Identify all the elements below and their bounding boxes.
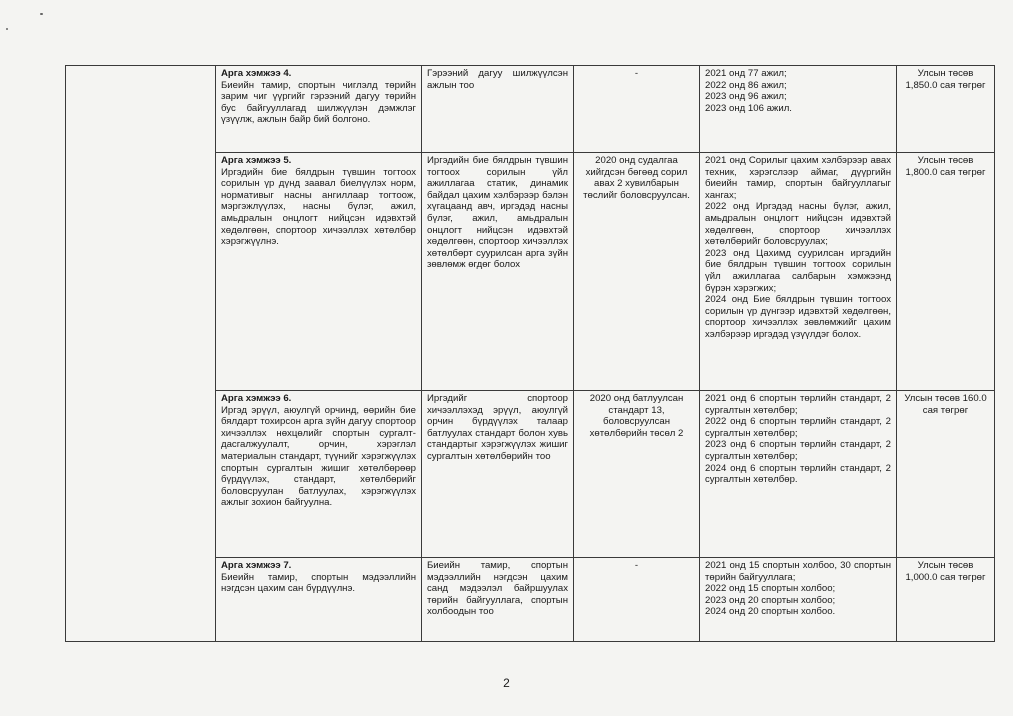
targets-cell	[700, 66, 897, 153]
budget-cell: Улсын төсөв 1,000.0 сая төгрөг	[897, 558, 995, 642]
measure-title: Арга хэмжээ 7.	[221, 560, 292, 571]
baseline-cell: -	[574, 558, 700, 642]
indicator-cell: Биеийн тамир, спортын мэдээллийн нэгдсэн цахим санд мэдээлэл байршуулах төрийн байгууллага, спортын холбоодын тоо	[422, 558, 574, 642]
target-line: 2024 онд Бие бялдрын түвшин тогтоох сорилын үр дүнгээр идэвхтэй хөдөлгөөн, спортоор хичээллэх зөвлөмжийг цахим хэлбэрээр иргэдэд үзүүлдэг болох.	[705, 294, 891, 340]
baseline-cell: -	[574, 66, 700, 153]
target-line: 2023 онд 20 спортын холбоо;	[705, 594, 836, 606]
baseline-cell: 2020 онд батлуулсан стандарт 13, боловсруулсан хөтөлбөрийн төсөл 2	[574, 391, 700, 558]
scan-speck	[40, 13, 43, 15]
budget-cell: Улсын төсөв 1,850.0 сая төгрөг	[897, 66, 995, 153]
scan-speck	[6, 28, 8, 30]
measure-description: Иргэдийн бие бялдрын түвшин тогтоох сорилын үр дүнд заавал биелүүлэх норм, нормативыг насны ангиллаар тогтоож, мэргэжлүүлэх, насны бүлэг, ажил, амьдралын онцлогт нийцсэн идэвхтэй хөдөлгөөн, спортоор хичээллэх хөтөлбөр хэрэгжүүлнэ.	[221, 166, 416, 248]
indicator-cell: Гэрээний дагуу шилжүүлсэн ажлын тоо	[422, 66, 574, 153]
measure-description: Иргэд эрүүл, аюулгүй орчинд, өөрийн бие бялдарт тохирсон арга зүйн дагуу спортоор хичээллэх нөхцөлийг спортын сургалт-дасгалжуулалт, орчин, хэрэглэл материалын стандарт, түүнийг хэрэгжүүлэх спортын сургалтын жишиг хөтөлбөрөөр бүрдүүлэх, стандарт, хөтөлбөрийг боловсруулан батлуулах, хэрэгжүүлэх ажлыг зохион байгуулна.	[221, 404, 416, 509]
target-line: 2021 онд 15 спортын холбоо, 30 спортын төрийн байгууллага;	[705, 560, 891, 583]
measure-title: Арга хэмжээ 5.	[221, 155, 292, 166]
measure-cell	[216, 558, 422, 642]
target-line: 2024 онд 20 спортын холбоо.	[705, 606, 836, 618]
target-line: 2024 онд 6 спортын төрлийн стандарт, 2 сургалтын хөтөлбөр.	[705, 462, 891, 486]
target-line: 2023 онд 106 ажил.	[705, 102, 792, 114]
page-number: 2	[503, 676, 510, 690]
target-line: 2022 онд 86 ажил;	[705, 79, 787, 91]
target-line: 2023 онд Цахимд суурилсан иргэдийн бие бялдрын түвшин тогтоох сорилын үйл ажиллагаа салбарын хэмжээнд бүрэн хэрэгжих;	[705, 247, 891, 294]
targets-cell	[700, 153, 897, 391]
target-line: 2023 онд 96 ажил;	[705, 91, 787, 103]
targets-cell	[700, 391, 897, 558]
target-line: 2022 онд 15 спортын холбоо;	[705, 583, 836, 595]
target-line: 2021 онд Сорилыг цахим хэлбэрээр авах техник, хэрэгслээр аймаг, дүүргийн биеийн тамир, спортын байгууллагыг хангах;	[705, 155, 891, 201]
target-line: 2022 онд 6 спортын төрлийн стандарт, 2 сургалтын хөтөлбөр;	[705, 416, 891, 439]
target-line: 2023 онд 6 спортын төрлийн стандарт, 2 сургалтын хөтөлбөр;	[705, 439, 891, 462]
target-line: 2022 онд Иргэдэд насны бүлэг, ажил, амьдралын онцлогт нийцсэн идэвхтэй хөдөлгөөн, спортоор хичээллэх хөтөлбөрийг боловсруулах;	[705, 201, 891, 248]
measure-cell	[216, 66, 422, 153]
action-plan-table	[65, 65, 995, 642]
measure-description: Биеийн тамир, спортын мэдээллийн нэгдсэн цахим сан бүрдүүлнэ.	[221, 571, 416, 595]
measure-description: Биеийн тамир, спортын чиглэлд төрийн зарим чиг үүргийг гэрээний дагуу төрийн бус байгууллагад шилжүүлэн дэмжлэг үзүүлж, ажлын байр бий болгоно.	[221, 79, 416, 126]
baseline-cell: 2020 онд судалгаа хийгдсэн бөгөөд сорил авах 2 хувилбарын төслийг боловсруулсан.	[574, 153, 700, 391]
indicator-cell: Иргэдийг спортоор хичээллэхэд эрүүл, аюулгүй орчин бүрдүүлэх талаар батлуулах стандарт болон хувь стандартыг хэрэгжүүлэх жишиг сургалтын хөтөлбөрийн тоо	[422, 391, 574, 558]
budget-cell: Улсын төсөв 160.0 сая төгрөг	[897, 391, 995, 558]
measure-cell	[216, 153, 422, 391]
measure-title: Арга хэмжээ 6.	[221, 393, 292, 404]
target-line: 2021 онд 77 ажил;	[705, 68, 787, 79]
targets-cell	[700, 558, 897, 642]
measure-cell	[216, 391, 422, 558]
indicator-cell: Иргэдийн бие бялдрын түвшин тогтоох сорилын үйл ажиллагаа статик, динамик байдал цахим хэлбэрээр бэлэн хүгацаанд авч, иргэдэд насны бүлэг, ажил, амьдралын онцлогт нийцсэн идэвхтэй хөдөлгөөн, спортоор хичээллэх хөтөлбөрт суурилсан арга зүйн зөвлөмж өгдөг болох	[422, 153, 574, 391]
measure-title: Арга хэмжээ 4.	[221, 68, 292, 79]
target-line: 2021 онд 6 спортын төрлийн стандарт, 2 сургалтын хөтөлбөр;	[705, 393, 891, 416]
budget-cell: Улсын төсөв 1,800.0 сая төгрөг	[897, 153, 995, 391]
table-row	[66, 66, 995, 153]
empty-merged-cell	[66, 66, 216, 642]
